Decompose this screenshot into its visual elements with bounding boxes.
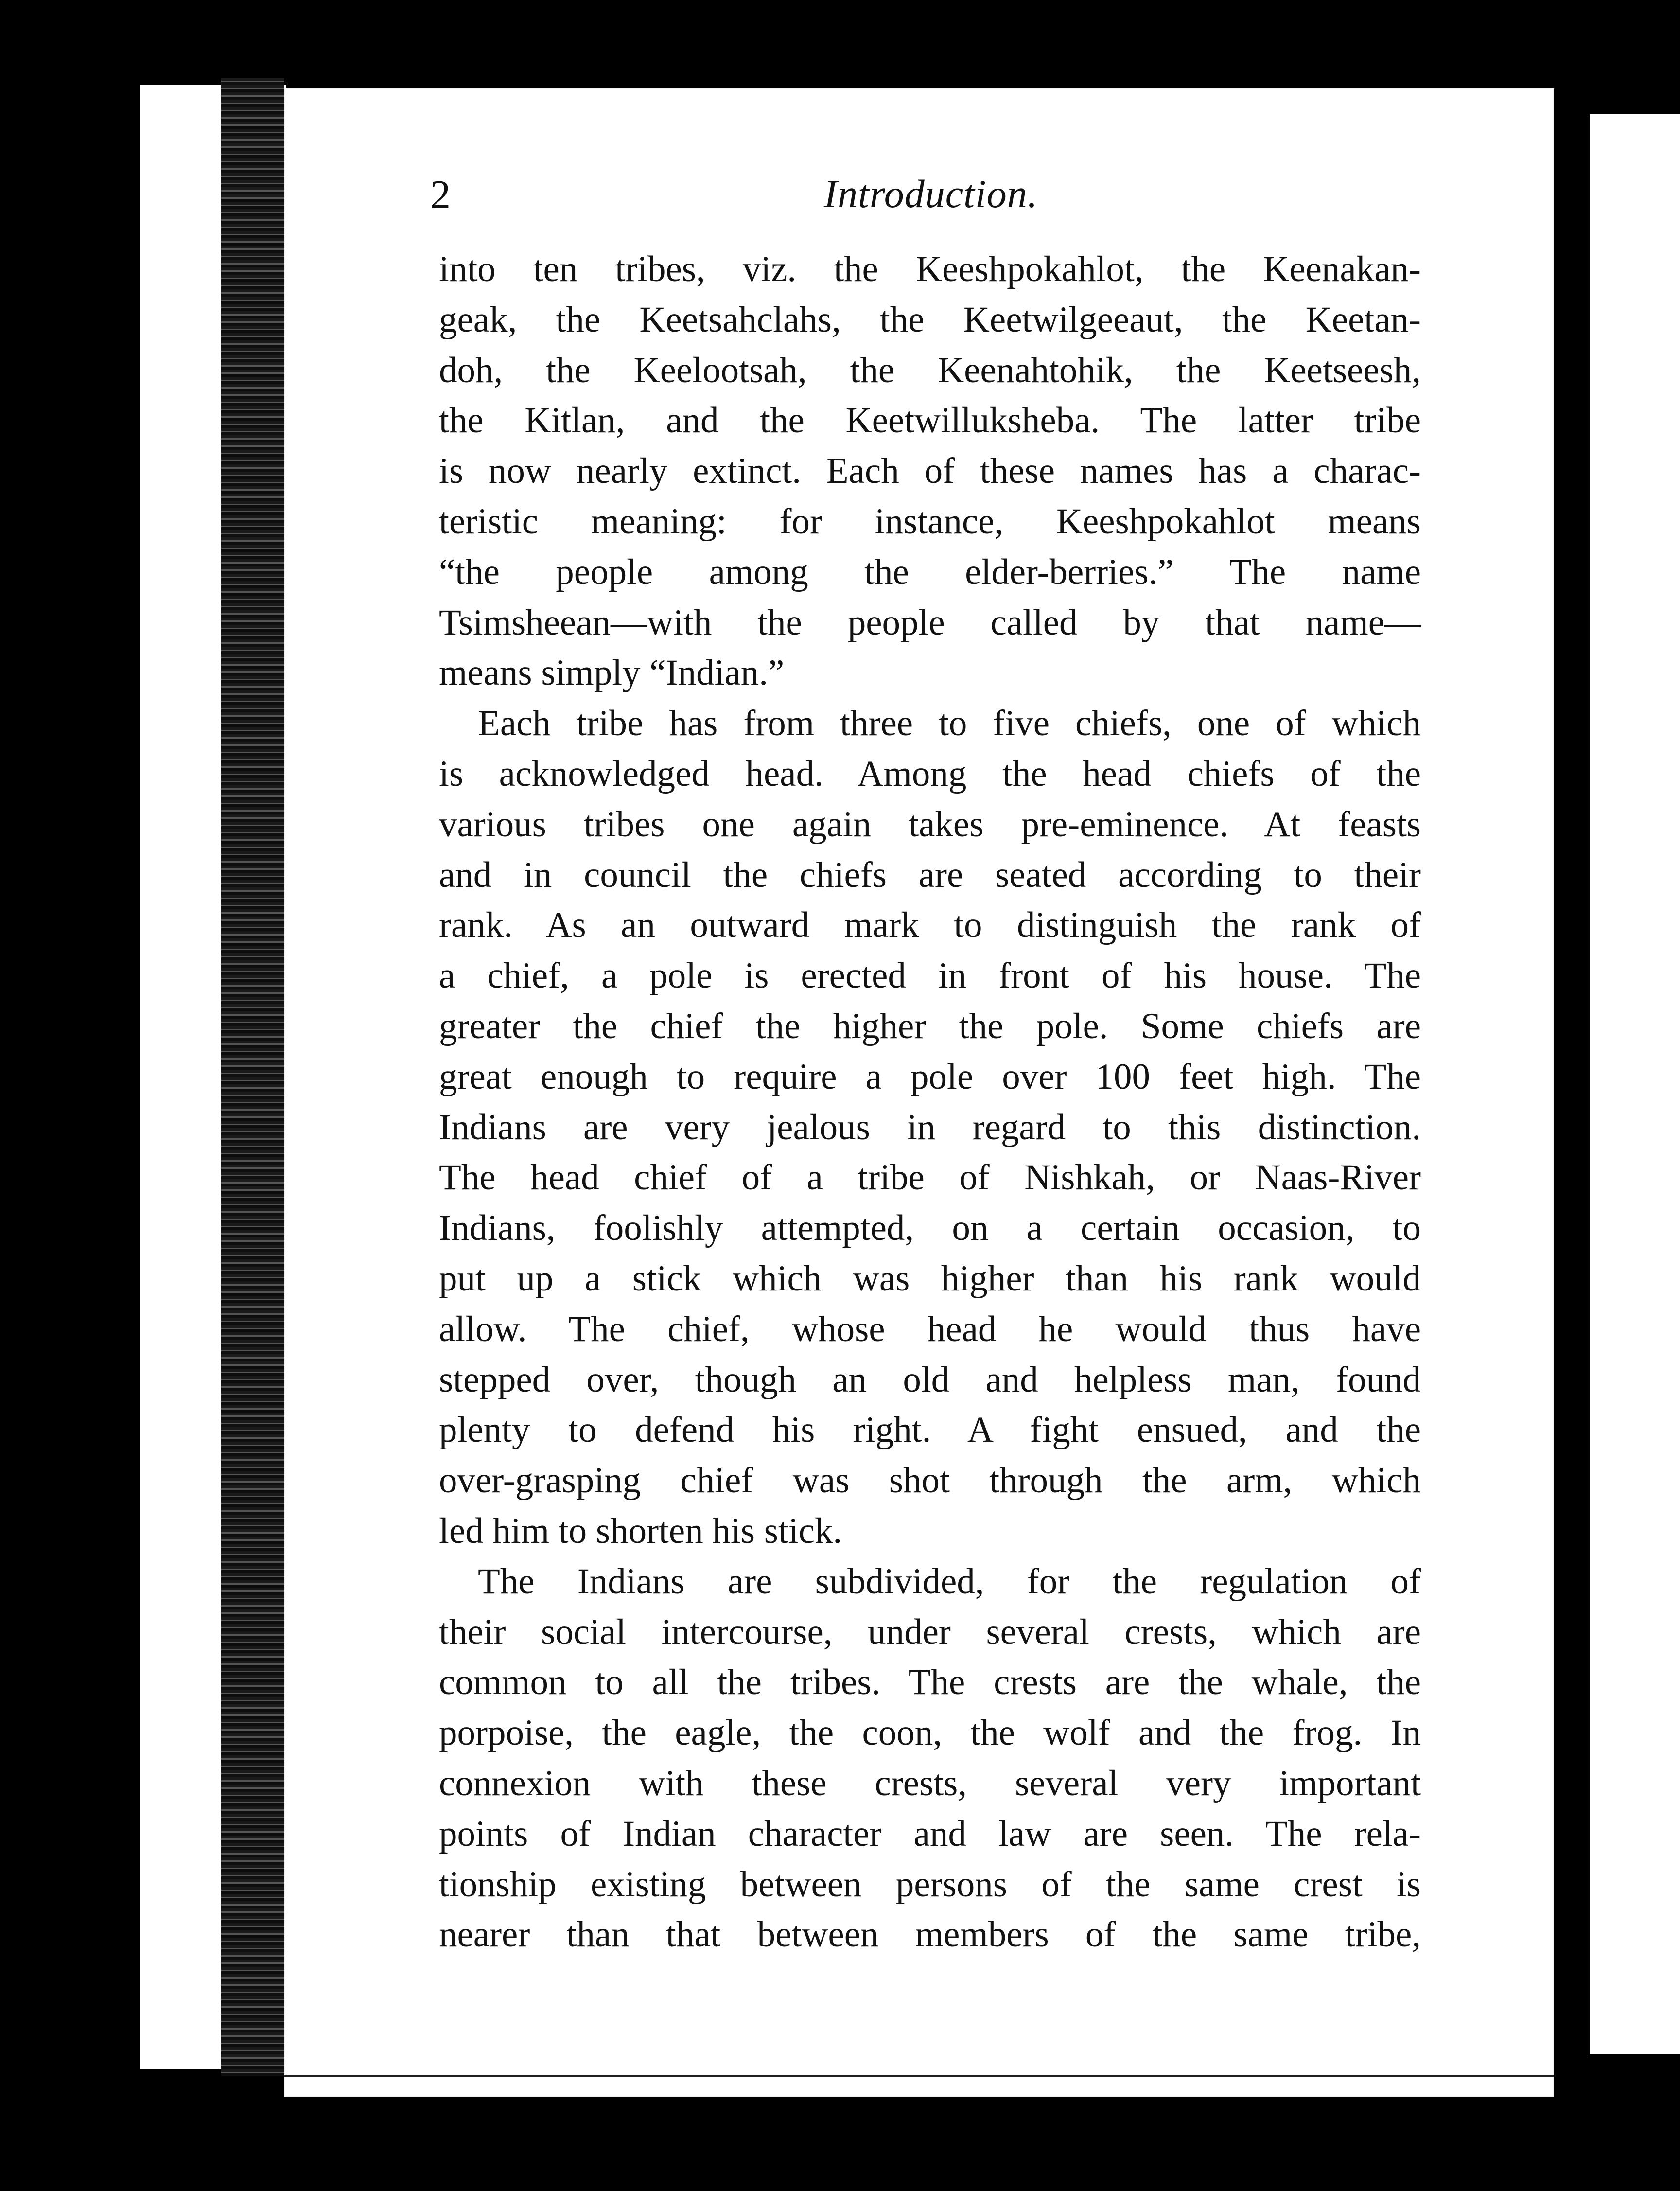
text-line: Indians, foolishly attempted, on a certain occasion, to [439, 1208, 1421, 1249]
page-number: 2 [430, 172, 451, 217]
text-line: Indians are very jealous in regard to this distinction. [439, 1107, 1421, 1148]
book-page [284, 88, 1554, 2097]
text-line: geak, the Keetsahclahs, the Keetwilgeeaut, the Keetan- [439, 299, 1421, 340]
text-line: doh, the Keelootsah, the Keenahtohik, the Keetseesh, [439, 350, 1421, 390]
text-line: The Indians are subdivided, for the regulation of [478, 1561, 1421, 1602]
text-line: and in council the chiefs are seated according to their [439, 854, 1421, 895]
text-line: great enough to require a pole over 100 feet high. The [439, 1056, 1421, 1097]
text-line: the Kitlan, and the Keetwilluksheba. The latter tribe [439, 400, 1421, 441]
text-line: porpoise, the eagle, the coon, the wolf and the frog. In [439, 1713, 1421, 1753]
text-line: Each tribe has from three to five chiefs, one of which [478, 703, 1421, 744]
body-text [439, 244, 1421, 1960]
text-line: plenty to defend his right. A fight ensued, and the [439, 1410, 1421, 1450]
text-line: put up a stick which was higher than his rank would [439, 1258, 1421, 1299]
text-line: allow. The chief, whose head he would thus have [439, 1308, 1421, 1349]
text-line: greater the chief the higher the pole. Some chiefs are [439, 1006, 1421, 1046]
text-line: stepped over, though an old and helpless man, found [439, 1359, 1421, 1400]
text-line: connexion with these crests, several very important [439, 1763, 1421, 1803]
text-line: “the people among the elder-berries.” The name [439, 551, 1421, 592]
text-line: nearer than that between members of the same tribe, [439, 1914, 1421, 1955]
next-page-edge [1590, 114, 1680, 2054]
text-line: is now nearly extinct. Each of these names has a charac- [439, 451, 1421, 492]
page-header [430, 171, 1432, 225]
text-line: is acknowledged head. Among the head chiefs of the [439, 753, 1421, 794]
text-line: led him to shorten his stick. [439, 1510, 842, 1551]
text-line: teristic meaning: for instance, Keeshpokahlot means [439, 501, 1421, 542]
text-line: into ten tribes, viz. the Keeshpokahlot, the Keenakan- [439, 249, 1421, 289]
text-line: their social intercourse, under several crests, which are [439, 1611, 1421, 1652]
page-bottom-edge [284, 2075, 1554, 2097]
text-line: over-grasping chief was shot through the arm, which [439, 1460, 1421, 1501]
book-binding-edge [221, 78, 284, 2076]
text-line: common to all the tribes. The crests are the whale, the [439, 1662, 1421, 1703]
text-line: various tribes one again takes pre-eminence. At feasts [439, 804, 1421, 845]
text-line: tionship existing between persons of the same crest is [439, 1864, 1421, 1905]
text-line: means simply “Indian.” [439, 653, 785, 693]
running-title: Introduction. [823, 172, 1038, 216]
right-shadow [1553, 114, 1590, 2054]
text-line: a chief, a pole is erected in front of his house. The [439, 955, 1421, 996]
text-line: rank. As an outward mark to distinguish the rank of [439, 905, 1421, 946]
text-line: Tsimsheean—with the people called by that name— [439, 602, 1421, 643]
text-line: The head chief of a tribe of Nishkah, or Naas-River [439, 1157, 1421, 1198]
text-line: points of Indian character and law are seen. The rela- [439, 1813, 1421, 1854]
